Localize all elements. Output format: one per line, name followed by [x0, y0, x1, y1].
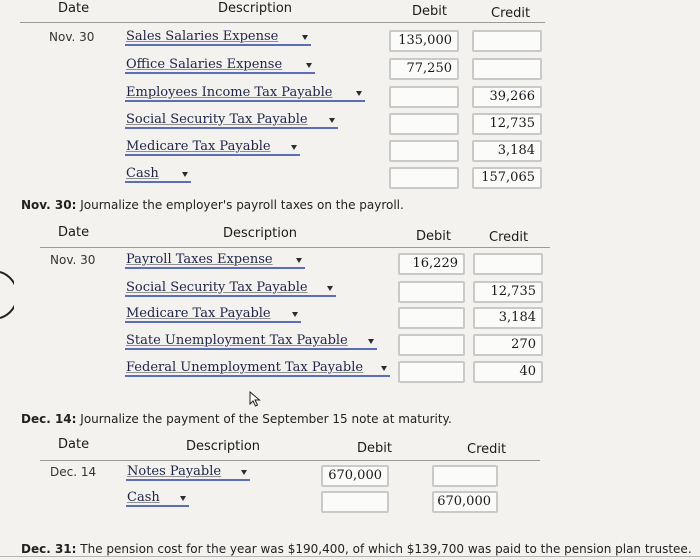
prompt-label: Nov. 30: — [21, 198, 77, 212]
credit-input[interactable]: 12,735 — [472, 113, 542, 135]
mouse-cursor-icon — [249, 391, 261, 407]
debit-input[interactable] — [389, 167, 459, 189]
chevron-down-icon — [381, 366, 387, 371]
chevron-down-icon — [180, 496, 186, 501]
debit-input[interactable] — [398, 307, 465, 329]
debit-input[interactable] — [389, 113, 459, 135]
entry-date: Dec. 14 — [50, 465, 97, 479]
chevron-down-icon — [291, 145, 297, 150]
chevron-down-icon — [182, 172, 188, 177]
credit-header: Credit — [467, 442, 507, 457]
account-select[interactable]: Payroll Taxes Expense — [125, 253, 305, 269]
credit-input[interactable]: 270 — [473, 334, 543, 356]
prompt-label: Dec. 14: — [21, 412, 77, 426]
debit-input[interactable] — [398, 334, 465, 356]
entry4-prompt — [21, 542, 692, 556]
chevron-down-icon — [292, 312, 298, 317]
chevron-down-icon — [296, 258, 302, 263]
debit-input[interactable] — [398, 361, 465, 383]
debit-input[interactable] — [398, 281, 465, 303]
account-select[interactable]: Medicare Tax Payable — [125, 307, 301, 323]
account-select[interactable]: Notes Payable — [126, 465, 250, 481]
credit-input[interactable]: 3,184 — [472, 140, 542, 162]
debit-input[interactable] — [389, 140, 459, 162]
entry2-prompt — [21, 198, 404, 212]
circle-fragment-icon — [0, 270, 14, 320]
credit-input[interactable]: 12,735 — [473, 281, 543, 303]
credit-header: Credit — [489, 230, 529, 245]
header-divider — [40, 460, 540, 461]
credit-input[interactable] — [472, 58, 542, 80]
entry-date: Nov. 30 — [49, 30, 95, 44]
entry-date: Nov. 30 — [50, 253, 96, 267]
credit-input[interactable] — [473, 253, 543, 275]
chevron-down-icon — [356, 91, 362, 96]
date-header: Date — [58, 437, 90, 452]
credit-input[interactable]: 157,065 — [472, 167, 542, 189]
chevron-down-icon — [302, 35, 308, 40]
date-header: Date — [58, 225, 90, 240]
credit-input[interactable] — [432, 465, 498, 487]
description-header: Description — [218, 1, 293, 16]
prompt-text: Journalize the payment of the September 15 note at maturity. — [80, 412, 452, 426]
debit-input[interactable] — [389, 86, 459, 108]
header-divider — [40, 247, 550, 248]
debit-input[interactable]: 135,000 — [389, 30, 459, 52]
credit-header: Credit — [491, 6, 531, 21]
chevron-down-icon — [368, 339, 374, 344]
debit-input[interactable]: 77,250 — [389, 58, 459, 80]
prompt-text: The pension cost for the year was $190,400, of which $139,700 was paid to the pension plan trustee. — [80, 542, 692, 556]
prompt-text: Journalize the employer's payroll taxes on the payroll. — [80, 198, 404, 212]
account-select[interactable]: Sales Salaries Expense — [125, 30, 311, 46]
credit-input[interactable] — [472, 30, 542, 52]
chevron-down-icon — [306, 63, 312, 68]
account-select[interactable]: Cash — [126, 491, 189, 507]
debit-input[interactable]: 16,229 — [398, 253, 465, 275]
credit-input[interactable]: 3,184 — [473, 307, 543, 329]
debit-input[interactable] — [321, 491, 389, 513]
description-header: Description — [223, 226, 298, 241]
date-header: Date — [58, 1, 90, 16]
credit-input[interactable]: 40 — [473, 361, 543, 383]
account-select[interactable]: Social Security Tax Payable — [125, 113, 338, 129]
account-select[interactable]: Cash — [125, 167, 191, 183]
entry3-prompt — [21, 412, 452, 426]
bottom-divider — [0, 556, 700, 557]
account-select[interactable]: Medicare Tax Payable — [125, 140, 300, 156]
chevron-down-icon — [327, 286, 333, 291]
credit-input[interactable]: 670,000 — [432, 491, 498, 513]
header-divider — [20, 22, 545, 23]
chevron-down-icon — [241, 470, 247, 475]
description-header: Description — [186, 439, 261, 454]
account-select[interactable]: Office Salaries Expense — [125, 58, 315, 74]
credit-input[interactable]: 39,266 — [472, 86, 542, 108]
debit-input[interactable]: 670,000 — [321, 465, 389, 487]
account-select[interactable]: State Unemployment Tax Payable — [125, 334, 377, 350]
prompt-label: Dec. 31: — [21, 542, 77, 556]
debit-header: Debit — [412, 4, 447, 19]
chevron-down-icon — [329, 118, 335, 123]
debit-header: Debit — [416, 229, 451, 244]
debit-header: Debit — [357, 441, 392, 456]
account-select[interactable]: Social Security Tax Payable — [125, 281, 336, 297]
account-select[interactable]: Federal Unemployment Tax Payable — [125, 361, 390, 377]
account-select[interactable]: Employees Income Tax Payable — [125, 86, 365, 102]
